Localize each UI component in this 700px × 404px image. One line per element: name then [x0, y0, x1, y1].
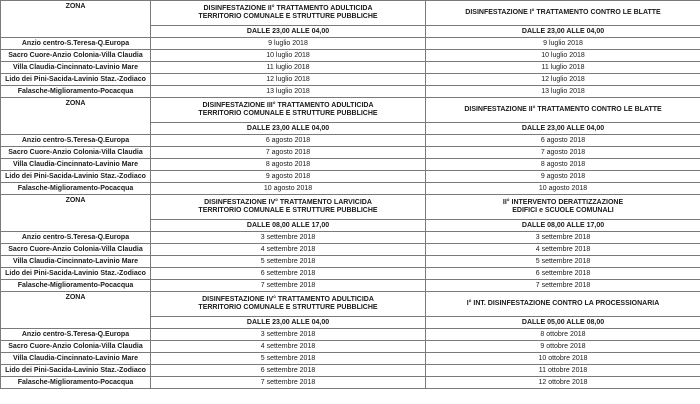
time-window-col2: DALLE 08,00 ALLE 17,00 — [426, 220, 700, 232]
treatment-title-line: DISINFESTAZIONE II° TRATTAMENTO CONTRO LE BLATTE — [464, 106, 662, 113]
treatment-title-col2 — [426, 98, 700, 123]
zone-cell: Falasche-Miglioramento-Pocacqua — [1, 280, 151, 292]
time-window-col2: DALLE 23,00 ALLE 04,00 — [426, 123, 700, 135]
treatment-title-col1 — [151, 195, 426, 220]
time-window-col1: DALLE 23,00 ALLE 04,00 — [151, 26, 426, 38]
section-header-row — [1, 98, 700, 123]
zone-cell: Anzio centro-S.Teresa-Q.Europa — [1, 38, 151, 50]
date-cell: 5 settembre 2018 — [426, 256, 700, 268]
date-cell: 10 agosto 2018 — [151, 183, 426, 195]
section-header-row — [1, 1, 700, 26]
date-cell: 7 settembre 2018 — [426, 280, 700, 292]
date-cell: 9 agosto 2018 — [426, 171, 700, 183]
date-cell: 13 luglio 2018 — [426, 86, 700, 98]
date-cell: 4 settembre 2018 — [151, 244, 426, 256]
date-cell: 3 settembre 2018 — [151, 329, 426, 341]
treatment-title-line: TERRITORIO COMUNALE E STRUTTURE PUBBLICHE — [198, 13, 378, 20]
zone-column-header: ZONA — [1, 292, 151, 329]
table-row — [1, 135, 700, 147]
section-header-row — [1, 195, 700, 220]
treatment-title-line: TERRITORIO COMUNALE E STRUTTURE PUBBLICHE — [198, 207, 378, 214]
table-row — [1, 159, 700, 171]
date-cell: 10 luglio 2018 — [151, 50, 426, 62]
date-cell: 9 luglio 2018 — [151, 38, 426, 50]
treatment-title-line: DISINFESTAZIONE IV° TRATTAMENTO LARVICIDA — [204, 199, 372, 206]
treatment-title-line: DISINFESTAZIONE IV° TRATTAMENTO ADULTICIDA — [202, 296, 374, 303]
zone-cell: Anzio centro-S.Teresa-Q.Europa — [1, 232, 151, 244]
zone-cell: Villa Claudia-Cincinnato-Lavinio Mare — [1, 159, 151, 171]
date-cell: 7 agosto 2018 — [426, 147, 700, 159]
date-cell: 6 settembre 2018 — [151, 268, 426, 280]
date-cell: 3 settembre 2018 — [426, 232, 700, 244]
zone-cell: Villa Claudia-Cincinnato-Lavinio Mare — [1, 256, 151, 268]
time-window-col1: DALLE 23,00 ALLE 04,00 — [151, 317, 426, 329]
treatment-title-line: DISINFESTAZIONE II° TRATTAMENTO ADULTICIDA — [203, 5, 373, 12]
table-row — [1, 50, 700, 62]
table-row — [1, 377, 700, 389]
date-cell: 11 luglio 2018 — [151, 62, 426, 74]
date-cell: 13 luglio 2018 — [151, 86, 426, 98]
date-cell: 12 luglio 2018 — [151, 74, 426, 86]
date-cell: 4 settembre 2018 — [426, 244, 700, 256]
date-cell: 7 agosto 2018 — [151, 147, 426, 159]
table-row — [1, 341, 700, 353]
time-window-col1: DALLE 23,00 ALLE 04,00 — [151, 123, 426, 135]
zone-cell: Sacro Cuore-Anzio Colonia-Villa Claudia — [1, 50, 151, 62]
zone-cell: Falasche-Miglioramento-Pocacqua — [1, 86, 151, 98]
date-cell: 6 settembre 2018 — [426, 268, 700, 280]
date-cell: 6 agosto 2018 — [151, 135, 426, 147]
table-row — [1, 171, 700, 183]
treatment-title-col1 — [151, 98, 426, 123]
treatment-title-line: EDIFICI e SCUOLE COMUNALI — [512, 207, 614, 214]
date-cell: 6 settembre 2018 — [151, 365, 426, 377]
zone-cell: Lido dei Pini-Sacida-Lavinio Staz.-Zodiaco — [1, 74, 151, 86]
time-window-col2: DALLE 05,00 ALLE 08,00 — [426, 317, 700, 329]
date-cell: 7 settembre 2018 — [151, 377, 426, 389]
date-cell: 7 settembre 2018 — [151, 280, 426, 292]
zone-cell: Lido dei Pini-Sacida-Lavinio Staz.-Zodiaco — [1, 268, 151, 280]
table-row — [1, 256, 700, 268]
zone-cell: Falasche-Miglioramento-Pocacqua — [1, 377, 151, 389]
treatment-title-line: DISINFESTAZIONE I° TRATTAMENTO CONTRO LE BLATTE — [465, 9, 661, 16]
date-cell: 8 agosto 2018 — [426, 159, 700, 171]
zone-cell: Falasche-Miglioramento-Pocacqua — [1, 183, 151, 195]
date-cell: 12 luglio 2018 — [426, 74, 700, 86]
treatment-title-line: TERRITORIO COMUNALE E STRUTTURE PUBBLICHE — [198, 304, 378, 311]
zone-column-header: ZONA — [1, 195, 151, 232]
treatment-title-col2 — [426, 195, 700, 220]
date-cell: 6 agosto 2018 — [426, 135, 700, 147]
treatment-title-col2 — [426, 292, 700, 317]
date-cell: 9 luglio 2018 — [426, 38, 700, 50]
table-row — [1, 86, 700, 98]
zone-column-header: ZONA — [1, 1, 151, 38]
table-row — [1, 365, 700, 377]
zone-cell: Lido dei Pini-Sacida-Lavinio Staz.-Zodiaco — [1, 171, 151, 183]
zone-cell: Villa Claudia-Cincinnato-Lavinio Mare — [1, 62, 151, 74]
date-cell: 9 ottobre 2018 — [426, 341, 700, 353]
treatment-title-line: TERRITORIO COMUNALE E STRUTTURE PUBBLICHE — [198, 110, 378, 117]
table-row — [1, 74, 700, 86]
zone-cell: Anzio centro-S.Teresa-Q.Europa — [1, 329, 151, 341]
section-header-row — [1, 292, 700, 317]
zone-cell: Sacro Cuore-Anzio Colonia-Villa Claudia — [1, 244, 151, 256]
treatment-title-line: II° INTERVENTO DERATTIZZAZIONE — [502, 199, 624, 206]
date-cell: 5 settembre 2018 — [151, 353, 426, 365]
table-row — [1, 38, 700, 50]
date-cell: 3 settembre 2018 — [151, 232, 426, 244]
date-cell: 10 ottobre 2018 — [426, 353, 700, 365]
zone-cell: Sacro Cuore-Anzio Colonia-Villa Claudia — [1, 341, 151, 353]
table-row — [1, 268, 700, 280]
date-cell: 4 settembre 2018 — [151, 341, 426, 353]
time-window-col1: DALLE 08,00 ALLE 17,00 — [151, 220, 426, 232]
zone-cell: Villa Claudia-Cincinnato-Lavinio Mare — [1, 353, 151, 365]
date-cell: 10 luglio 2018 — [426, 50, 700, 62]
date-cell: 11 ottobre 2018 — [426, 365, 700, 377]
treatment-title-col1 — [151, 1, 426, 26]
date-cell: 12 ottobre 2018 — [426, 377, 700, 389]
date-cell: 10 agosto 2018 — [426, 183, 700, 195]
zone-cell: Anzio centro-S.Teresa-Q.Europa — [1, 135, 151, 147]
table-row — [1, 244, 700, 256]
table-row — [1, 353, 700, 365]
table-row — [1, 62, 700, 74]
date-cell: 9 agosto 2018 — [151, 171, 426, 183]
schedule-body — [1, 1, 700, 389]
time-window-col2: DALLE 23,00 ALLE 04,00 — [426, 26, 700, 38]
zone-cell: Sacro Cuore-Anzio Colonia-Villa Claudia — [1, 147, 151, 159]
zone-column-header: ZONA — [1, 98, 151, 135]
treatment-title-col2 — [426, 1, 700, 26]
treatment-title-line: DISINFESTAZIONE III° TRATTAMENTO ADULTICIDA — [202, 102, 374, 109]
table-row — [1, 183, 700, 195]
date-cell: 8 ottobre 2018 — [426, 329, 700, 341]
date-cell: 8 agosto 2018 — [151, 159, 426, 171]
table-row — [1, 147, 700, 159]
treatment-title-line: I° INT. DISINFESTAZIONE CONTRO LA PROCESSIONARIA — [466, 300, 660, 307]
table-row — [1, 329, 700, 341]
date-cell: 5 settembre 2018 — [151, 256, 426, 268]
zone-cell: Lido dei Pini-Sacida-Lavinio Staz.-Zodiaco — [1, 365, 151, 377]
date-cell: 11 luglio 2018 — [426, 62, 700, 74]
table-row — [1, 280, 700, 292]
treatment-title-col1 — [151, 292, 426, 317]
table-row — [1, 232, 700, 244]
